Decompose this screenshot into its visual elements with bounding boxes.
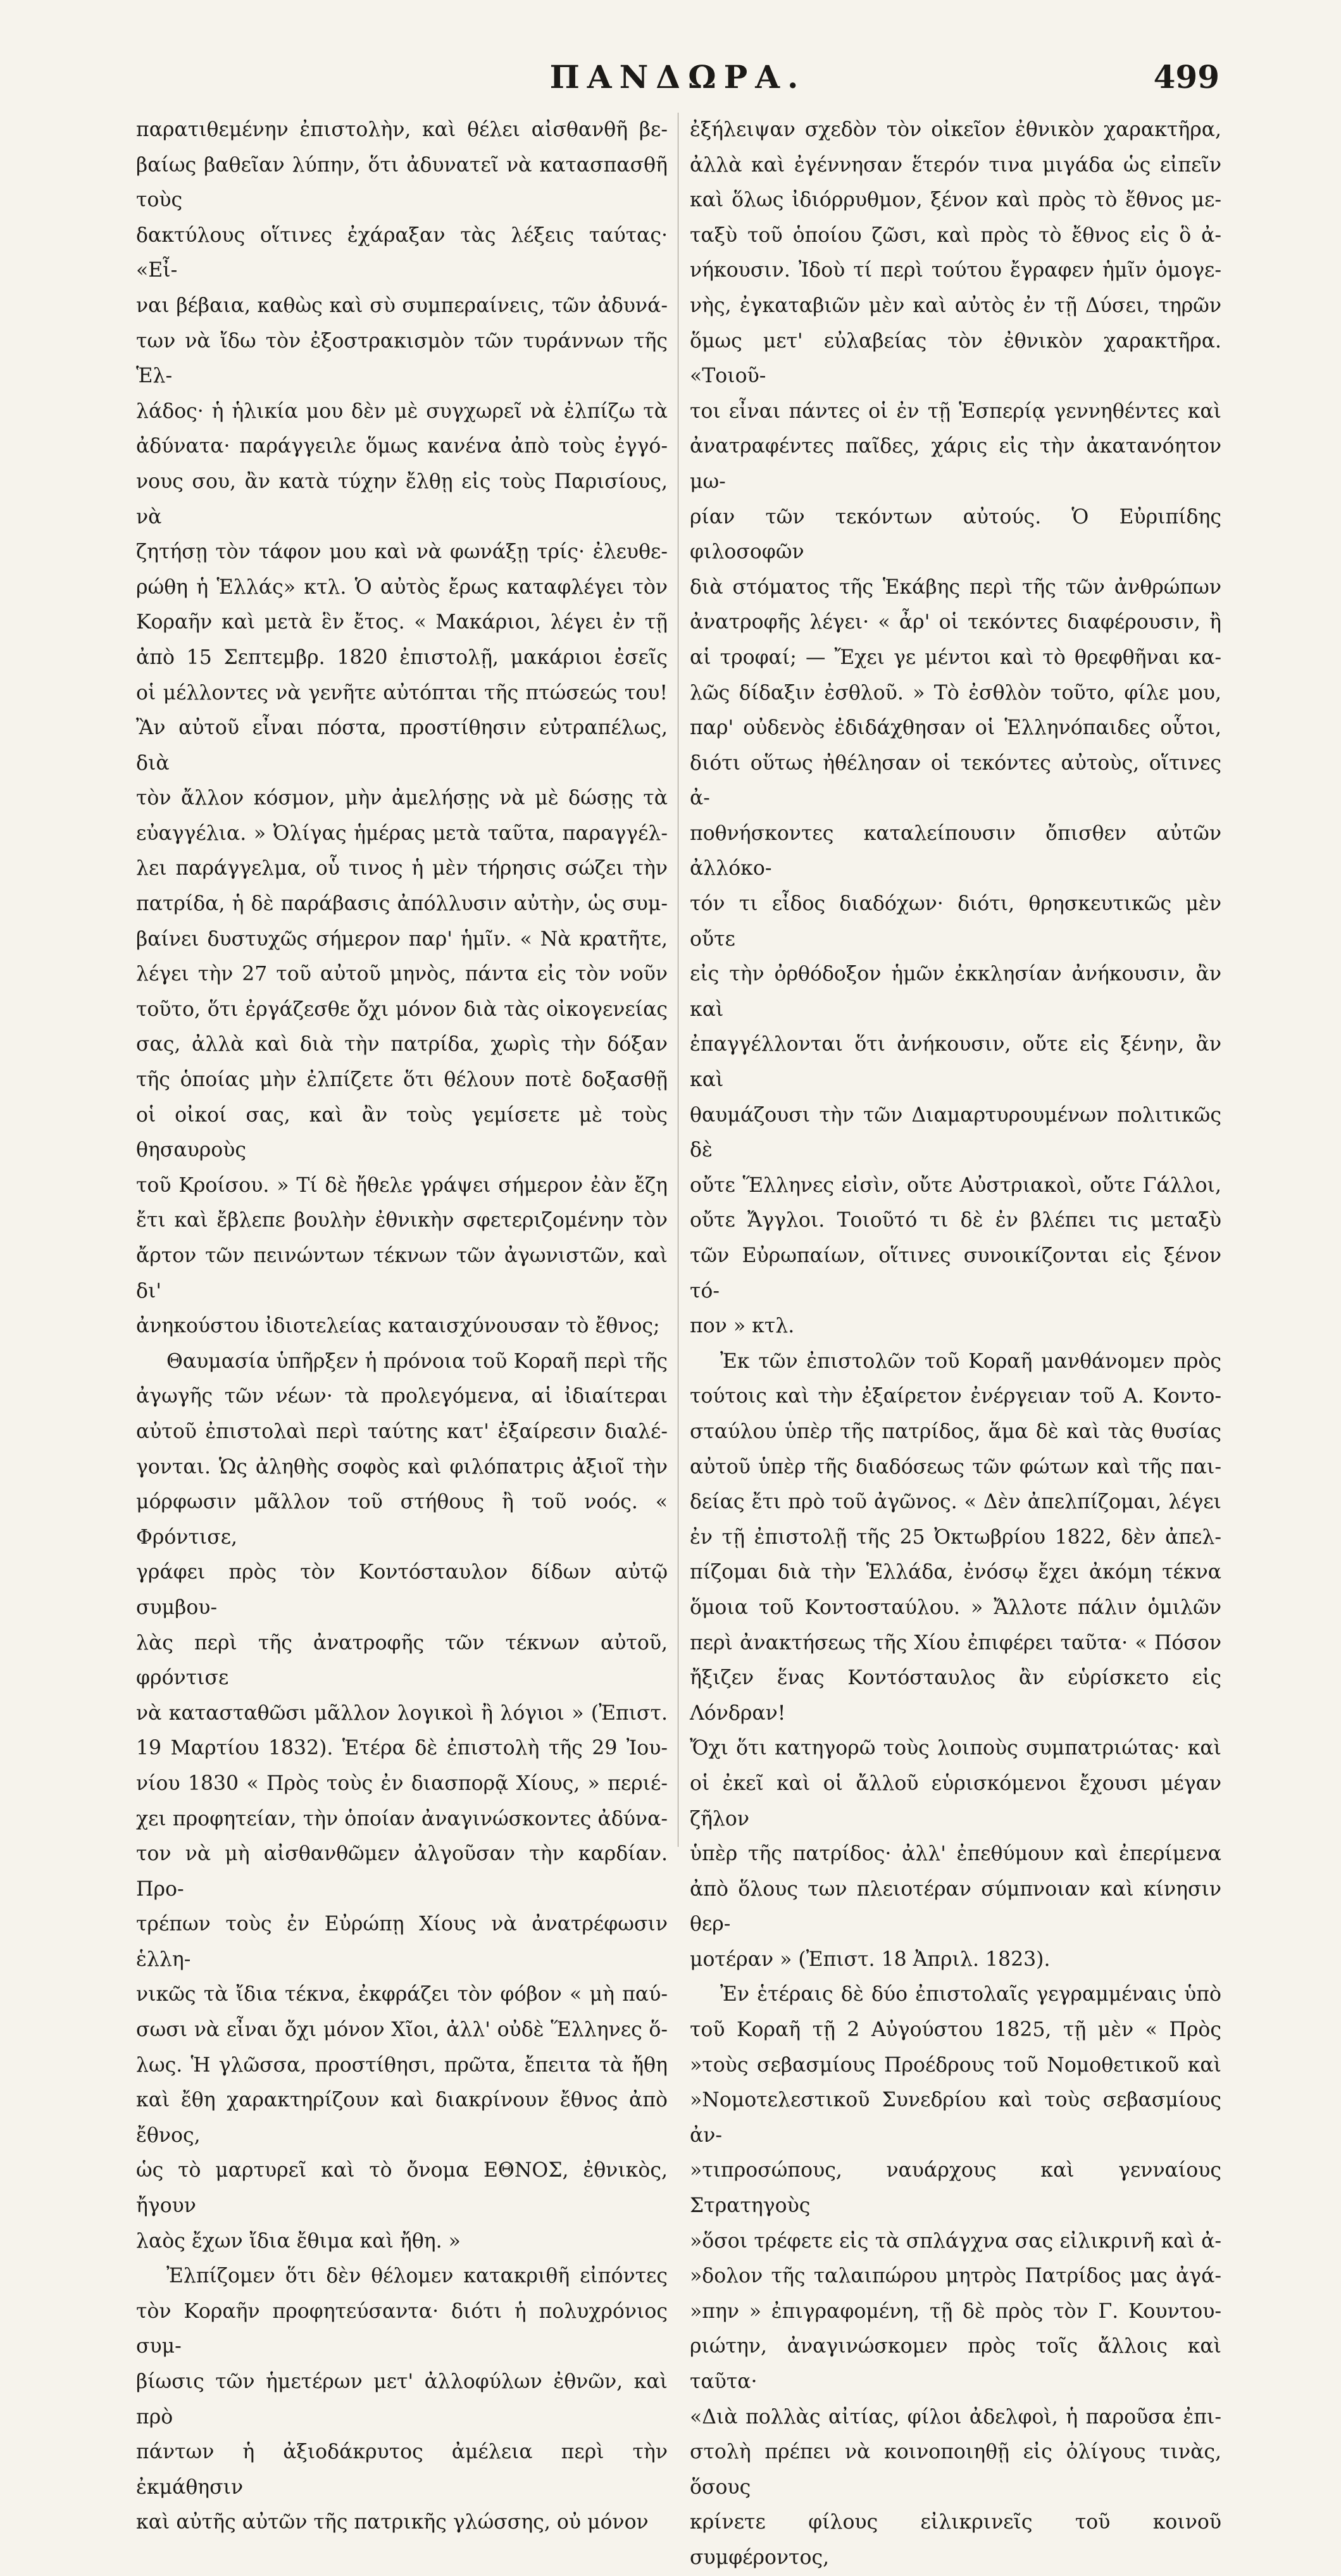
text-line: Κοραῆν καὶ μετὰ ἓν ἔτος. « Μακάριοι, λέγει ἐν τῇ xyxy=(136,611,668,634)
text-line: παρατιθεμένην ἐπιστολὴν, καὶ θέλει αἰσθανθῆ βε- xyxy=(136,118,668,141)
text-line: ταξὺ τοῦ ὁποίου ζῶσι, καὶ πρὸς τὸ ἔθνος εἰς ὃ ἀ- xyxy=(690,223,1221,247)
text-line: πάντων ἡ ἀξιοδάκρυτος ἀμέλεια περὶ τὴν ἐκμάθησιν xyxy=(136,2441,668,2499)
text-line: »ὅσοι τρέφετε εἰς τὰ σπλάγχνα σας εἰλικρινῆ καὶ ἀ- xyxy=(690,2229,1221,2253)
text-line: τον νὰ μὴ αἰσθανθῶμεν ἀλγοῦσαν τὴν καρδίαν. Προ- xyxy=(136,1842,668,1901)
text-line: »πην » ἐπιγραφομένη, τῇ δὲ πρὸς τὸν Γ. Κουντου- xyxy=(690,2299,1221,2323)
right-column xyxy=(690,113,1221,2576)
left-column xyxy=(136,113,668,2541)
text-line: οὔτε Ἕλληνες εἰσὶν, οὔτε Αὐστριακοὶ, οὔτε Γάλλοι, xyxy=(690,1173,1221,1197)
text-line: καὶ ἔθη χαρακτηρίζουν καὶ διακρίνουν ἔθνος ἀπὸ ἔθνος, xyxy=(136,2089,668,2147)
text-line: Ἐν ἑτέραις δὲ δύο ἐπιστολαῖς γεγραμμέναις ὑπὸ xyxy=(720,1983,1221,2006)
text-line: τοῦ Κροίσου. » Τί δὲ ἤθελε γράψει σήμερον ἐὰν ἔζη xyxy=(136,1173,668,1197)
text-line: ἀπὸ ὅλους των πλειοτέραν σύμπνοιαν καὶ κίνησιν θερ- xyxy=(690,1877,1221,1936)
text-line: νὴς, ἐγκαταβιῶν μὲν καὶ αὐτὸς ἐν τῇ Δύσει, τηρῶν xyxy=(690,294,1221,317)
text-line: οἱ οἰκοί σας, καὶ ἂν τοὺς γεμίσετε μὲ τοὺς θησαυροὺς xyxy=(136,1103,668,1162)
text-line: ἀπὸ 15 Σεπτεμβρ. 1820 ἐπιστολῇ, μακάριοι ἐσεῖς xyxy=(136,646,668,669)
text-line: Ἐκ τῶν ἐπιστολῶν τοῦ Κοραῆ μανθάνομεν πρὸς xyxy=(720,1349,1221,1373)
text-line: σωσι νὰ εἶναι ὄχι μόνον Χῖοι, ἀλλ' οὐδὲ Ἕλληνες ὅ- xyxy=(136,2018,668,2042)
text-line: νὰ κατασταθῶσι μᾶλλον λογικοὶ ἢ λόγιοι » (Ἐπιστ. xyxy=(136,1701,668,1725)
text-line: 19 Μαρτίου 1832). Ἑτέρα δὲ ἐπιστολὴ τῆς 29 Ἰου- xyxy=(136,1737,668,1760)
text-line: ἐξήλειψαν σχεδὸν τὸν οἰκεῖον ἐθνικὸν χαρακτῆρα, xyxy=(690,118,1221,141)
text-line: τῆς ὁποίας μὴν ἐλπίζετε ὅτι θέλουν ποτὲ δοξασθῇ xyxy=(136,1068,668,1092)
text-line: διὰ στόματος τῆς Ἑκάβης περὶ τῆς τῶν ἀνθρώπων xyxy=(690,575,1221,599)
text-line: ἀνηκούστου ἰδιοτελείας καταισχύνουσαν τὸ ἔθνος; xyxy=(136,1315,660,1338)
running-title: ΠΑΝΔΩΡΑ. xyxy=(549,58,806,96)
text-line: οὔτε Ἄγγλοι. Τοιοῦτό τι δὲ ἐν βλέπει τις μεταξὺ xyxy=(690,1209,1221,1232)
text-line: γράφει πρὸς τὸν Κοντόσταυλον δίδων αὐτῷ συμβου- xyxy=(136,1561,668,1619)
text-line: των νὰ ἴδω τὸν ἐξοστρακισμὸν τῶν τυράννων τῆς Ἑλ- xyxy=(136,329,668,388)
page-header xyxy=(136,58,1219,103)
text-line: βίωσις τῶν ἡμετέρων μετ' ἀλλοφύλων ἐθνῶν, καὶ πρὸ xyxy=(136,2370,668,2429)
text-line: αἱ τροφαί; — Ἔχει γε μέντοι καὶ τὸ θρεφθῆναι κα- xyxy=(690,646,1221,669)
text-line: ἐπαγγέλλονται ὅτι ἀνήκουσιν, οὔτε εἰς ξένην, ἂν καὶ xyxy=(690,1033,1221,1092)
text-line: ὡς τὸ μαρτυρεῖ καὶ τὸ ὄνομα ΕΘΝΟΣ, ἐθνικὸς, ἤγουν xyxy=(136,2159,668,2218)
text-line: ἀδύνατα· παράγγειλε ὅμως κανένα ἀπὸ τοὺς ἐγγό- xyxy=(136,435,668,458)
text-line: βαίως βαθεῖαν λύπην, ὅτι ἀδυνατεῖ νὰ κατασπασθῆ τοὺς xyxy=(136,153,668,212)
text-line: λει παράγγελμα, οὗ τινος ἡ μὲν τήρησις σώζει τὴν xyxy=(136,857,668,880)
text-line: αὐτοῦ ἐπιστολαὶ περὶ ταύτης κατ' ἐξαίρεσιν διαλέ- xyxy=(136,1420,668,1443)
text-line: καὶ αὐτῆς αὐτῶν τῆς πατρικῆς γλώσσης, οὐ μόνον xyxy=(136,2511,649,2534)
text-line: Θαυμασία ὑπῆρξεν ἡ πρόνοια τοῦ Κοραῆ περὶ τῆς xyxy=(166,1349,668,1373)
text-line: νίου 1830 « Πρὸς τοὺς ἐν διασπορᾷ Χίους, » περιέ- xyxy=(136,1772,668,1795)
text-line: τὸν Κοραῆν προφητεύσαντα· διότι ἡ πολυχρόνιος συμ- xyxy=(136,2299,668,2358)
text-line: »τιπροσώπους, ναυάρχους καὶ γενναίους Στρατηγοὺς xyxy=(690,2159,1221,2218)
text-line: μόρφωσιν μᾶλλον τοῦ στήθους ἢ τοῦ νοός. « Φρόντισε, xyxy=(136,1491,668,1549)
text-line: τὸν ἄλλον κόσμον, μὴν ἀμελήσῃς νὰ μὲ δώσῃς τὰ xyxy=(136,787,668,810)
text-line: διότι οὕτως ἠθέλησαν οἱ τεκόντες αὐτοὺς, οἵτινες ἀ- xyxy=(690,751,1221,810)
text-line: πίζομαι διὰ τὴν Ἑλλάδα, ἐνόσῳ ἔχει ἀκόμη τέκνα xyxy=(690,1561,1221,1584)
text-line: τόν τι εἶδος διαδόχων· διότι, θρησκευτικῶς μὲν οὔτε xyxy=(690,892,1221,951)
text-line: τοῦτο, ὅτι ἐργάζεσθε ὄχι μόνον διὰ τὰς οἰκογενείας xyxy=(136,997,668,1021)
text-line: τοῦ Κοραῆ τῇ 2 Αὐγούστου 1825, τῇ μὲν « Πρὸς xyxy=(690,2018,1221,2042)
text-line: πον » κτλ. xyxy=(690,1315,795,1338)
text-line: ὅμως μετ' εὐλαβείας τὸν ἐθνικὸν χαρακτῆρα. «Τοιοῦ- xyxy=(690,329,1221,388)
text-line: ρίαν τῶν τεκόντων αὐτούς. Ὁ Εὐριπίδης φιλοσοφῶν xyxy=(690,505,1221,564)
text-line: δακτύλους οἵτινες ἐχάραξαν τὰς λέξεις ταύτας· «Εἶ- xyxy=(136,223,668,282)
text-line: νους σου, ἂν κατὰ τύχην ἔλθῃ εἰς τοὺς Παρισίους, νὰ xyxy=(136,470,668,528)
text-line: λαὸς ἔχων ἴδια ἔθιμα καὶ ἤθη. » xyxy=(136,2229,461,2253)
text-line: εἰς τὴν ὀρθόδοξον ἡμῶν ἐκκλησίαν ἀνήκουσιν, ἂν καὶ xyxy=(690,963,1221,1021)
text-line: ὅμοια τοῦ Κοντοσταύλου. » Ἄλλοτε πάλιν ὁμιλῶν xyxy=(690,1596,1221,1619)
text-line: λῶς δίδαξιν ἐσθλοῦ. » Τὸ ἐσθλὸν τοῦτο, φίλε μου, xyxy=(690,681,1221,704)
text-line: στολὴ πρέπει νὰ κοινοποιηθῇ εἰς ὀλίγους τινὰς, ὅσους xyxy=(690,2441,1221,2499)
text-line: βαίνει δυστυχῶς σήμερον παρ' ἡμῖν. « Νὰ κρατῆτε, xyxy=(136,927,668,951)
text-line: σταύλου ὑπὲρ τῆς πατρίδος, ἅμα δὲ καὶ τὰς θυσίας xyxy=(690,1420,1221,1443)
text-line: ἀνατροφῆς λέγει· « ἆρ' οἱ τεκόντες διαφέρουσιν, ἢ xyxy=(690,611,1221,634)
text-line: περὶ ἀνακτήσεως τῆς Χίου ἐπιφέρει ταῦτα· « Πόσον xyxy=(690,1631,1221,1654)
text-line: λέγει τὴν 27 τοῦ αὐτοῦ μηνὸς, πάντα εἰς τὸν νοῦν xyxy=(136,963,668,986)
text-line: ἄρτον τῶν πεινώντων τέκνων τῶν ἀγωνιστῶν, καὶ δι' xyxy=(136,1244,668,1303)
text-line: γονται. Ὡς ἀληθὴς σοφὸς καὶ φιλόπατρις ἀξιοῖ τὴν xyxy=(136,1455,668,1479)
text-line: ἐν τῇ ἐπιστολῇ τῆς 25 Ὀκτωβρίου 1822, δὲν ἀπελ- xyxy=(690,1525,1221,1549)
text-line: πατρίδα, ἡ δὲ παράβασις ἀπόλλυσιν αὐτὴν, ὡς συμ- xyxy=(136,892,668,916)
text-line: ἤξιζεν ἕνας Κοντόσταυλος ἂν εὑρίσκετο εἰς Λόνδραν! xyxy=(690,1666,1221,1725)
text-line: ἔτι καὶ ἔβλεπε βουλὴν ἐθνικὴν σφετεριζομένην τὸν xyxy=(136,1209,668,1232)
text-line: λως. Ἡ γλῶσσα, προστίθησι, πρῶτα, ἔπειτα τὰ ἤθη xyxy=(136,2053,668,2077)
text-line: θαυμάζουσι τὴν τῶν Διαμαρτυρουμένων πολιτικῶς δὲ xyxy=(690,1103,1221,1162)
text-line: σας, ἀλλὰ καὶ διὰ τὴν πατρίδα, χωρὶς τὴν δόξαν xyxy=(136,1033,668,1056)
text-line: αὐτοῦ ὑπὲρ τῆς διαδόσεως τῶν φώτων καὶ τῆς παι- xyxy=(690,1455,1221,1479)
text-line: παρ' οὐδενὸς ἐδιδάχθησαν οἱ Ἑλληνόπαιδες οὗτοι, xyxy=(690,716,1221,740)
text-line: οἱ ἐκεῖ καὶ οἱ ἄλλοῦ εὑρισκόμενοι ἔχουσι μέγαν ζῆλον xyxy=(690,1772,1221,1830)
text-line: »Νομοτελεστικοῦ Συνεδρίου καὶ τοὺς σεβασμίους ἀν- xyxy=(690,2089,1221,2147)
text-line: τοι εἶναι πάντες οἱ ἐν τῇ Ἑσπερίᾳ γεννηθέντες καὶ xyxy=(690,399,1221,423)
text-line: »τοὺς σεβασμίους Προέδρους τοῦ Νομοθετικοῦ καὶ xyxy=(690,2053,1221,2077)
text-line: ὑπὲρ τῆς πατρίδος· ἀλλ' ἐπεθύμουν καὶ ἐπερίμενα xyxy=(690,1842,1221,1866)
text-line: λὰς περὶ τῆς ἀνατροφῆς τῶν τέκνων αὐτοῦ, φρόντισε xyxy=(136,1631,668,1690)
text-line: τῶν Εὐρωπαίων, οἵτινες συνοικίζονται εἰς ξένον τό- xyxy=(690,1244,1221,1303)
text-line: Ἂν αὐτοῦ εἶναι πόστα, προστίθησιν εὐτραπέλως, διὰ xyxy=(136,716,668,775)
page-number: 499 xyxy=(1153,58,1219,96)
text-line: ποθνήσκοντες καταλείπουσιν ὄπισθεν αὐτῶν ἀλλόκο- xyxy=(690,822,1221,880)
text-line: ριώτην, ἀναγινώσκομεν πρὸς τοῖς ἄλλοις καὶ ταῦτα· xyxy=(690,2335,1221,2393)
text-line: ρώθη ἡ Ἑλλάς» κτλ. Ὁ αὐτὸς ἔρως καταφλέγει τὸν xyxy=(136,575,668,599)
text-line: ἀνατραφέντες παῖδες, χάρις εἰς τὴν ἀκατανόητον μω- xyxy=(690,435,1221,493)
text-line: Ἐλπίζομεν ὅτι δὲν θέλομεν κατακριθῆ εἰπόντες xyxy=(166,2265,668,2288)
text-line: νικῶς τὰ ἴδια τέκνα, ἐκφράζει τὸν φόβον « μὴ παύ- xyxy=(136,1983,668,2006)
text-line: »δολον τῆς ταλαιπώρου μητρὸς Πατρίδος μας ἀγά- xyxy=(690,2265,1221,2288)
text-line: εὐαγγέλια. » Ὀλίγας ἡμέρας μετὰ ταῦτα, παραγγέλ- xyxy=(136,822,668,845)
text-line: οἱ μέλλοντες νὰ γενῆτε αὐτόπται τῆς πτώσεώς του! xyxy=(136,681,668,704)
text-line: ἀλλὰ καὶ ἐγέννησαν ἕτερόν τινα μιγάδα ὡς εἰπεῖν xyxy=(690,153,1221,177)
text-line: τρέπων τοὺς ἐν Εὐρώπῃ Χίους νὰ ἀνατρέφωσιν ἑλλη- xyxy=(136,1913,668,1971)
text-line: ζητήσῃ τὸν τάφον μου καὶ νὰ φωνάξῃ τρίς· ἐλευθε- xyxy=(136,541,668,564)
text-line: Ὄχι ὅτι κατηγορῶ τοὺς λοιποὺς συμπατριώτας· καὶ xyxy=(690,1737,1221,1760)
text-line: μοτέραν » (Ἐπιστ. 18 Ἀπριλ. 1823). xyxy=(690,1948,1051,1971)
text-line: νήκουσιν. Ἰδοὺ τί περὶ τούτου ἔγραφεν ἡμῖν ὁμογε- xyxy=(690,259,1221,282)
text-line: ναι βέβαια, καθὼς καὶ σὺ συμπεραίνεις, τῶν ἀδυνά- xyxy=(136,294,668,317)
text-line: δείας ἔτι πρὸ τοῦ ἀγῶνος. « Δὲν ἀπελπίζομαι, λέγει xyxy=(690,1491,1221,1514)
text-line: ἀγωγῆς τῶν νέων· τὰ προλεγόμενα, αἱ ἰδιαίτεραι xyxy=(136,1385,668,1408)
text-line: κρίνετε φίλους εἰλικρινεῖς τοῦ κοινοῦ συμφέροντος, xyxy=(690,2511,1221,2569)
text-line: λάδος· ἡ ἡλικία μου δὲν μὲ συγχωρεῖ νὰ ἐλπίζω τὰ xyxy=(136,399,668,423)
text-line: χει προφητείαν, τὴν ὁποίαν ἀναγινώσκοντες ἀδύνα- xyxy=(136,1807,668,1830)
text-line: «Διὰ πολλὰς αἰτίας, φίλοι ἀδελφοὶ, ἡ παροῦσα ἐπι- xyxy=(690,2405,1221,2429)
text-line: τούτοις καὶ τὴν ἐξαίρετον ἐνέργειαν τοῦ Α. Κοντο- xyxy=(690,1385,1221,1408)
text-line: καὶ ὅλως ἰδιόρρυθμον, ξένον καὶ πρὸς τὸ ἔθνος με- xyxy=(690,189,1221,212)
